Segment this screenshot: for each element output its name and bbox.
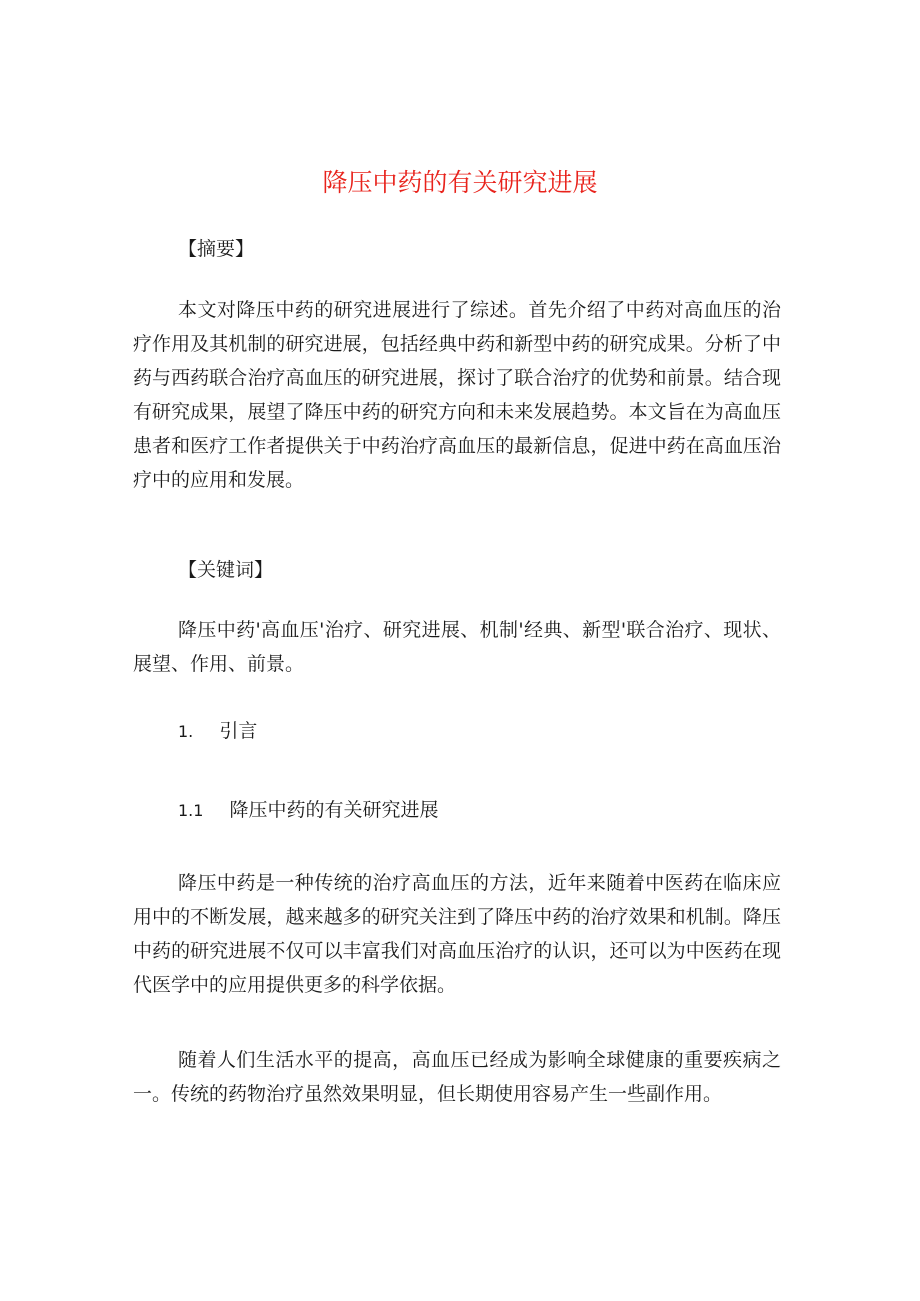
section-1-heading: [178, 716, 257, 747]
body-paragraph-2: 随着人们生活水平的提高，高血压已经成为影响全球健康的重要疾病之一。传统的药物治疗虽然效果明显，但长期使用容易产生一些副作用。: [133, 1049, 781, 1105]
section-1-1-heading: [178, 795, 439, 826]
abstract-heading: 【摘要】: [178, 238, 255, 260]
document-title: 降压中药的有关研究进展: [322, 168, 598, 197]
section-1-number: 1.: [178, 722, 194, 741]
body-paragraph-1: 降压中药是一种传统的治疗高血压的方法，近年来随着中医药在临床应用中的不断发展，越来越多的研究关注到了降压中药的治疗效果和机制。降压中药的研究进展不仅可以丰富我们对高血压治疗的认识，还可以为中医药在现代医学中的应用提供更多的科学依据。: [133, 872, 781, 996]
keywords-heading: 【关键词】: [178, 559, 274, 581]
section-1-title: 引言: [219, 720, 258, 742]
abstract-paragraph: 本文对降压中药的研究进展进行了综述。首先介绍了中药对高血压的治疗作用及其机制的研究进展，包括经典中药和新型中药的研究成果。分析了中药与西药联合治疗高血压的研究进展，探讨了联合治疗的优势和前景。结合现有研究成果，展望了降压中药的研究方向和未来发展趋势。本文旨在为高血压患者和医疗工作者提供关于中药治疗高血压的最新信息，促进中药在高血压治疗中的应用和发展。: [133, 299, 781, 491]
section-1-1-number: 1.1: [178, 801, 204, 820]
section-1-1-title: 降压中药的有关研究进展: [229, 799, 439, 821]
keywords-paragraph: 降压中药'高血压'治疗、研究进展、机制'经典、新型'联合治疗、现状、展望、作用、前景。: [133, 619, 781, 675]
